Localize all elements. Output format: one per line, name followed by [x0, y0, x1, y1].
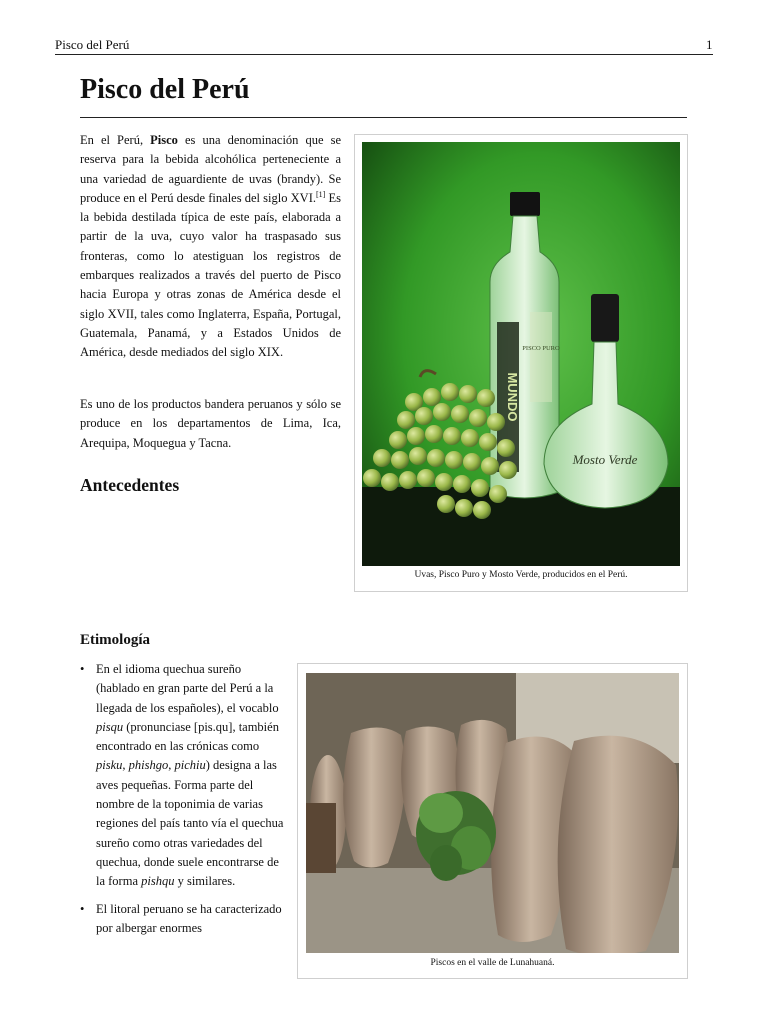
bullet-text: ) designa a las aves pequeñas. Forma parte del nombre de la toponimia de varias regiones del país tanto vía el quechua sureño como otras variedades del quechua, donde suele encontrarse de la forma — [96, 758, 284, 889]
italic-term: pisqu — [96, 719, 124, 734]
bullet-text: , — [122, 758, 129, 773]
section-heading-etimologia: Etimología — [80, 632, 150, 648]
bullet-text: , — [168, 758, 175, 773]
bottle-label-text: PISCO PURO — [522, 345, 560, 352]
bottle-label-text: MUNDO — [505, 372, 520, 422]
pisco-bottles-image[interactable] — [362, 142, 680, 566]
title-rule — [80, 117, 687, 118]
italic-term: phishgo — [128, 758, 169, 773]
bullet-text: El litoral peruano se ha caracterizado por albergar enormes — [96, 901, 282, 935]
figure-caption: Piscos en el valle de Lunahuaná. — [430, 958, 555, 968]
bullet-icon: • — [80, 662, 85, 676]
italic-term: pichiu — [174, 758, 206, 773]
section-heading-antecedentes: Antecedentes — [80, 475, 180, 495]
intro-text: En el Perú, — [80, 133, 151, 147]
bullet-text: y similares. — [174, 874, 236, 889]
bullet-text: En el idioma quechua sureño (hablado en gran parte del Perú a la llegada de los españoles), el vocablo — [96, 662, 279, 715]
figure-caption: Uvas, Pisco Puro y Mosto Verde, producidos en el Perú. — [414, 570, 628, 580]
intro-paragraph — [80, 131, 341, 363]
figure-pisco-bottles — [354, 134, 688, 592]
crate — [306, 803, 336, 873]
bullet-text: (pronunciase [pis.qu], también encontrado en las crónicas como — [96, 719, 279, 754]
italic-term: pishqu — [141, 874, 175, 889]
pisco-bold: Pisco — [150, 133, 178, 147]
running-header-title: Pisco del Perú — [55, 37, 130, 52]
italic-term: pisku — [96, 758, 123, 773]
intro-text: Es la bebida destilada típica de este país, elaborada a partir de la uva, cuyo valor ha traspasado sus fronteras, como lo atestiguan los registros de embarques realizados a través del puerto de Pisco hacia Europa y otras zonas de América desde el siglo XVII, tales como Inglaterra, España, Portugal, Guatemala, Panamá, y a Estados Unidos de América, desde mediados del siglo XIX. — [80, 190, 341, 360]
paragraph-2: Es uno de los productos bandera peruanos y sólo se produce en los departamentos de Lima, Ica, Arequipa, Moquegua y Tacna. — [80, 397, 341, 450]
etymology-list — [80, 660, 286, 946]
figure-pisco-jars — [297, 663, 688, 979]
bottle-label-text: Mosto Verde — [572, 452, 638, 467]
article-title: Pisco del Perú — [80, 74, 250, 105]
list-item — [80, 900, 286, 939]
reference-link[interactable]: [1] — [316, 189, 326, 199]
bullet-icon: • — [80, 901, 85, 916]
page-number: 1 — [706, 37, 713, 52]
header-rule — [55, 54, 713, 55]
pisco-jars-image[interactable] — [306, 673, 679, 953]
intro-text: es una denominación que se reserva para la bebida alcohólica perteneciente a una variedad de aguardiente de uvas (brandy). Se produce en el Perú desde finales del siglo XVI. — [80, 133, 342, 205]
list-item — [80, 660, 286, 892]
